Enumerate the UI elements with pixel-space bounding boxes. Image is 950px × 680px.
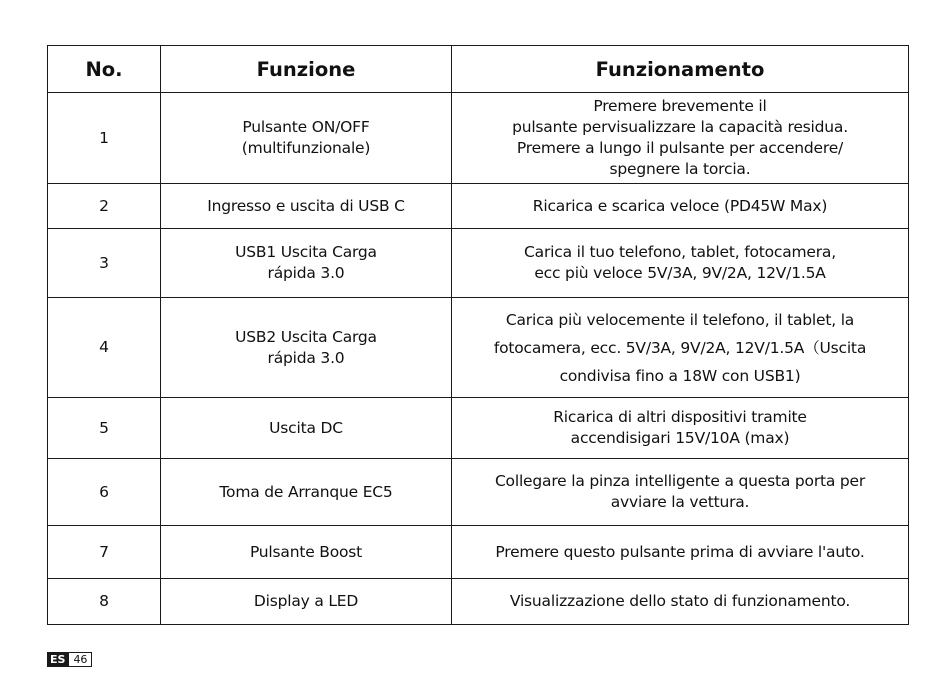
description-line: pulsante pervisualizzare la capacità residua. xyxy=(512,118,848,136)
table-row xyxy=(48,579,909,625)
row-number: 7 xyxy=(48,526,161,579)
function-name xyxy=(161,459,452,526)
function-name xyxy=(161,398,452,459)
function-line: rápida 3.0 xyxy=(267,348,345,367)
function-line: (multifunzionale) xyxy=(241,139,371,157)
function-table xyxy=(47,45,909,625)
row-number: 4 xyxy=(48,298,161,398)
function-description xyxy=(452,579,909,625)
function-line: Display a LED xyxy=(253,592,359,610)
function-description xyxy=(452,184,909,229)
function-name xyxy=(161,229,452,298)
function-description xyxy=(452,298,909,398)
table-row xyxy=(48,398,909,459)
function-line: rápida 3.0 xyxy=(267,264,345,282)
page-number: 46 xyxy=(68,652,92,667)
table-row xyxy=(48,298,909,398)
description-line: Premere brevemente il xyxy=(593,97,767,115)
description-line: Premere a lungo il pulsante per accendere/ xyxy=(516,139,844,157)
language-badge: ES xyxy=(47,652,68,667)
function-name xyxy=(161,579,452,625)
function-description xyxy=(452,93,909,184)
description-line: Premere questo pulsante prima di avviare l'auto. xyxy=(495,542,865,561)
function-line: USB2 Uscita Carga xyxy=(235,327,377,346)
table-header-row xyxy=(48,46,909,93)
description-line: Visualizzazione dello stato di funzionamento. xyxy=(509,592,851,610)
table-row xyxy=(48,526,909,579)
row-number: 6 xyxy=(48,459,161,526)
function-description xyxy=(452,229,909,298)
row-number: 3 xyxy=(48,229,161,298)
function-line: Pulsante Boost xyxy=(249,542,363,561)
function-description xyxy=(452,398,909,459)
description-line: fotocamera, ecc. 5V/3A, 9V/2A, 12V/1.5A（Uscita xyxy=(493,338,867,357)
description-line: spegnere la torcia. xyxy=(609,160,751,178)
header-funzione: Funzione xyxy=(161,46,452,93)
function-line: Uscita DC xyxy=(269,418,343,437)
row-number: 5 xyxy=(48,398,161,459)
function-name xyxy=(161,184,452,229)
function-description xyxy=(452,526,909,579)
description-line: Collegare la pinza intelligente a questa porta per xyxy=(494,472,866,490)
table-row xyxy=(48,229,909,298)
row-number: 2 xyxy=(48,184,161,229)
description-line: Carica più velocemente il telefono, il tablet, la xyxy=(505,310,855,329)
description-line: avviare la vettura. xyxy=(610,493,750,511)
table-row xyxy=(48,184,909,229)
description-line: Carica il tuo telefono, tablet, fotocamera, xyxy=(524,243,836,261)
description-line: ecc più veloce 5V/3A, 9V/2A, 12V/1.5A xyxy=(534,264,826,282)
header-no: No. xyxy=(48,46,161,93)
table-row xyxy=(48,93,909,184)
function-line: Ingresso e uscita di USB C xyxy=(207,196,405,215)
function-name xyxy=(161,526,452,579)
table-row xyxy=(48,459,909,526)
function-line: Toma de Arranque EC5 xyxy=(219,482,393,501)
function-description xyxy=(452,459,909,526)
page-footer xyxy=(47,652,92,667)
row-number: 8 xyxy=(48,579,161,625)
description-line: accendisigari 15V/10A (max) xyxy=(570,429,790,447)
function-line: USB1 Uscita Carga xyxy=(235,243,377,261)
function-line: Pulsante ON/OFF xyxy=(242,118,370,136)
description-line: Ricarica e scarica veloce (PD45W Max) xyxy=(532,196,828,215)
description-line: condivisa fino a 18W con USB1) xyxy=(559,366,801,385)
function-name xyxy=(161,93,452,184)
row-number: 1 xyxy=(48,93,161,184)
header-funzionamento: Funzionamento xyxy=(452,46,909,93)
description-line: Ricarica di altri dispositivi tramite xyxy=(553,408,807,426)
function-name xyxy=(161,298,452,398)
